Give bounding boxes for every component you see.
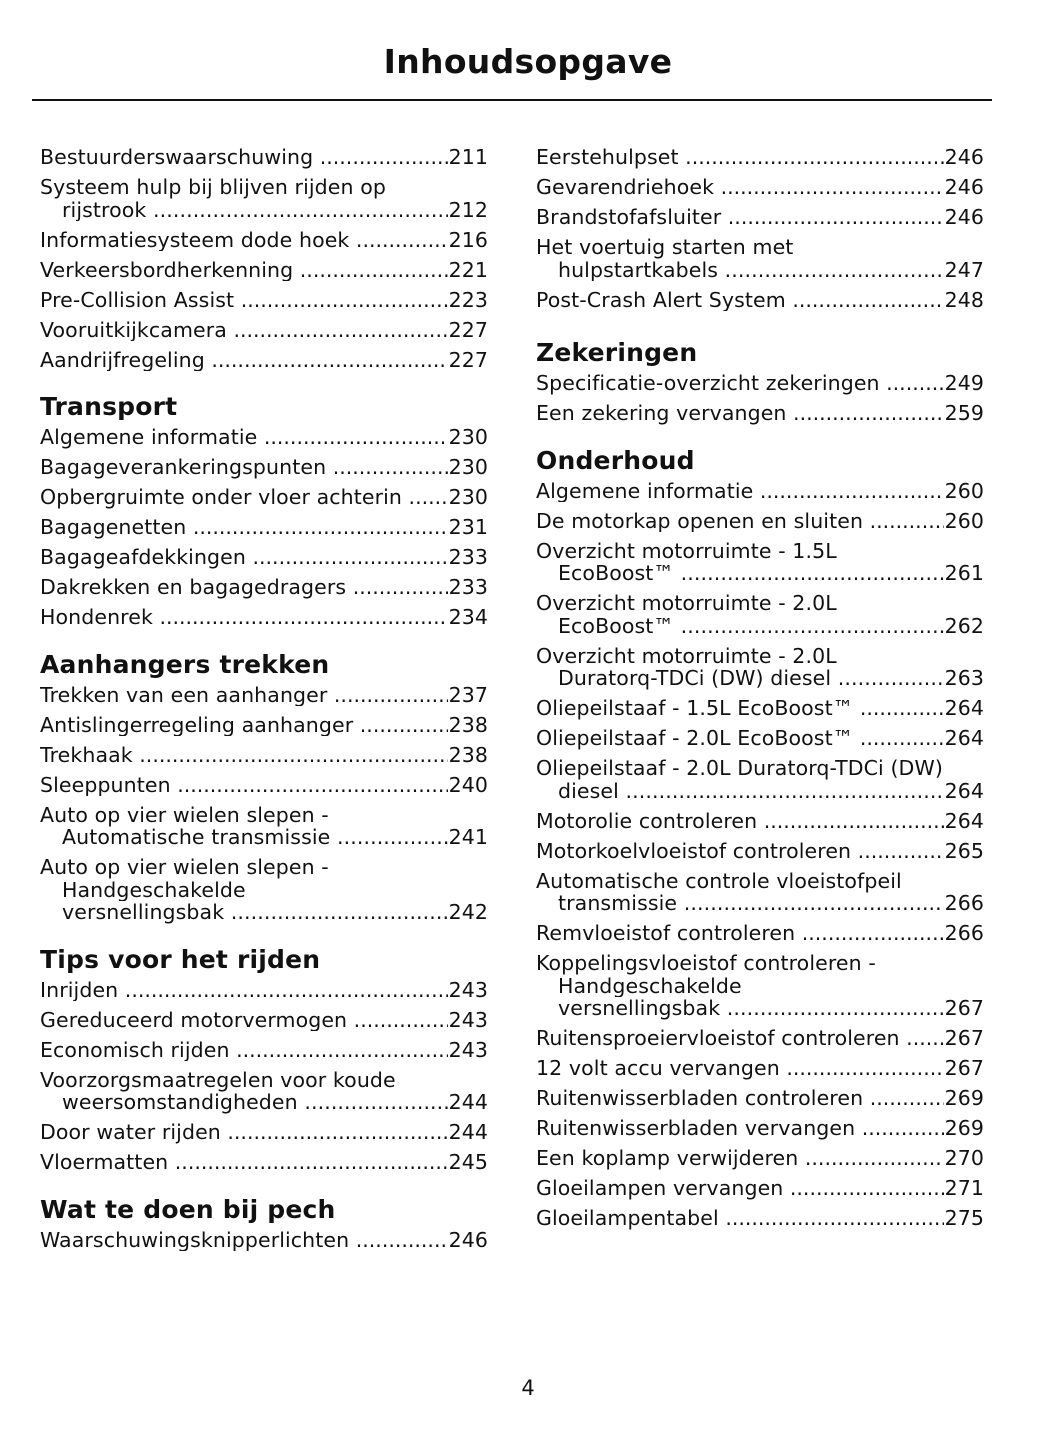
toc-entry-page: 238 [448,712,488,737]
toc-entry-title: Auto op vier wielen slepen - [40,856,329,879]
toc-entry-page: 261 [944,561,984,585]
toc-entry-title: Brandstofafsluiter [536,206,722,229]
toc-entry-title: Bagagenetten [40,516,187,539]
toc-entry-title: Overzicht motorruimte - 2.0L [536,644,837,668]
toc-entry-title: Bagageafdekkingen [40,546,246,569]
toc-column-right [536,146,984,1237]
toc-entry-title: Motorolie controleren [536,809,758,832]
toc-entry-page: 270 [944,1146,984,1170]
toc-entry-title: Handgeschakelde [558,974,742,997]
toc-entry-title: Oliepeilstaaf - 2.0L Duratorq-TDCi (DW) [536,757,943,780]
toc-entry-title: Motorkoelvloeistof controleren [536,839,852,862]
toc-group [536,480,984,1230]
toc-group [40,426,488,629]
toc-entry-page: 237 [448,682,488,707]
toc-entry[interactable] [536,372,984,395]
toc-entry-page: 264 [944,778,984,803]
toc-entry[interactable] [536,1087,984,1110]
section-heading-tips: Tips voor het rijden [40,944,321,974]
toc-entry-page: 247 [944,257,984,282]
toc-entry-title: Door water rijden [40,1121,221,1144]
toc-entry-page: 259 [944,401,984,425]
toc-entry-page: 246 [944,145,984,169]
toc-entry-title: Ruitenwisserbladen vervangen [536,1117,856,1140]
toc-entry[interactable] [536,727,984,750]
toc-entry-page: 240 [448,772,488,797]
toc-entry-title: Verkeersbordherkenning [40,258,294,281]
toc-entry-title: Ruitenwisserbladen controleren [536,1087,864,1110]
toc-entry-title: Handgeschakelde [62,878,246,901]
toc-entry-page: 211 [448,145,488,169]
toc-entry-title: Trekhaak [40,743,133,766]
toc-entry-title: Het voertuig starten met [536,236,794,259]
toc-entry-title: Systeem hulp bij blijven rijden op [40,176,386,199]
toc-entry-title: Vloermatten [40,1151,169,1174]
toc-entry-title: weersomstandigheden ..... [40,1091,448,1114]
toc-entry-title: Een zekering vervangen [536,402,787,425]
toc-entry[interactable] [40,146,488,169]
toc-entry-page: 238 [448,742,488,767]
toc-entry[interactable] [536,289,984,312]
toc-entry-title: Oliepeilstaaf - 1.5L EcoBoost™ [536,697,854,720]
toc-entry-title: Remvloeistof controleren [536,922,796,945]
toc-entry-page: 227 [448,317,488,342]
toc-entry-page: 266 [944,921,984,945]
toc-entry-title: Koppelingsvloeistof controleren - [536,952,876,975]
section-heading-breakdown: Wat te doen bij pech [40,1194,336,1224]
toc-entry-page: 243 [448,1007,488,1032]
toc-entry-title: De motorkap openen en sluiten [536,509,864,532]
toc-entry[interactable] [40,426,488,449]
toc-entry[interactable] [536,176,984,199]
toc-entry-page: 244 [448,1090,488,1114]
toc-entry-page: 271 [944,1176,984,1200]
toc-entry-page: 267 [944,996,984,1020]
toc-entry[interactable] [40,1039,488,1062]
toc-entry-page: 265 [944,838,984,863]
toc-entry-title: Auto op vier wielen slepen - [40,803,329,827]
toc-entry-page: 221 [448,257,488,282]
toc-entry[interactable] [40,486,488,509]
toc-entry-title: EcoBoost™ ..... [536,615,944,638]
title-divider [32,99,992,101]
toc-entry[interactable] [40,1069,488,1114]
toc-entry-title: Gloeilampen vervangen [536,1177,784,1200]
toc-group [40,979,488,1174]
toc-entry-page: 243 [448,977,488,1002]
toc-entry-title: Overzicht motorruimte - 2.0L [536,592,837,615]
toc-entry[interactable] [40,546,488,569]
toc-entry-page: 264 [944,726,984,750]
toc-entry-title: Informatiesysteem dode hoek [40,228,350,251]
toc-entry[interactable] [536,1117,984,1140]
toc-entry-title: Algemene informatie [40,426,258,449]
toc-entry[interactable] [40,176,488,221]
toc-entry[interactable] [40,1229,488,1252]
section-heading-maintenance: Onderhoud [536,445,695,475]
toc-entry-title: Pre-Collision Assist [40,288,235,311]
toc-entry-title: Economisch rijden [40,1038,230,1061]
toc-entry[interactable] [40,1121,488,1144]
toc-entry[interactable] [536,510,984,533]
toc-entry-title: Post-Crash Alert System [536,288,786,311]
toc-group [536,372,984,425]
toc-entry-page: 212 [448,197,488,222]
page-title: Inhoudsopgave [383,42,673,81]
toc-entry[interactable] [536,697,984,720]
toc-entry-page: 269 [944,1116,984,1140]
toc-group [40,684,488,924]
toc-entry-title: Bagageverankeringspunten [40,456,327,479]
toc-entry-title: versnellingsbak ..... [40,901,448,924]
toc-entry[interactable] [536,206,984,229]
toc-entry-title: Sleeppunten [40,773,171,796]
toc-group [536,146,984,311]
toc-entry[interactable] [536,540,984,585]
toc-entry[interactable] [40,714,488,737]
toc-entry[interactable] [40,856,488,924]
toc-entry-page: 262 [944,613,984,638]
toc-entry-page: 216 [448,227,488,252]
toc-entry[interactable] [40,1009,488,1032]
toc-entry[interactable] [536,236,984,281]
toc-entry-title: Vooruitkijkcamera [40,318,227,341]
toc-entry-title: EcoBoost™ ..... [536,562,944,585]
toc-entry[interactable] [40,774,488,797]
toc-entry-title: rijstrook ..... [40,199,448,222]
toc-entry-title: Eerstehulpset [536,146,679,169]
toc-entry[interactable] [40,684,488,707]
toc-entry[interactable] [536,146,984,169]
toc-entry-title: Gereduceerd motorvermogen [40,1008,348,1031]
toc-entry-page: 242 [448,900,488,924]
toc-entry-page: 264 [944,696,984,720]
toc-entry-title: Dakrekken en bagagedragers [40,576,347,599]
toc-entry-page: 245 [448,1150,488,1174]
toc-entry-page: 269 [944,1086,984,1110]
toc-entry-page: 231 [448,515,488,539]
toc-entry-title: Antislingerregeling aanhanger [40,713,354,736]
toc-entry-title: Trekken van een aanhanger [40,683,328,706]
toc-entry[interactable] [40,229,488,252]
toc-group [40,146,488,371]
toc-entry[interactable] [536,952,984,1020]
toc-entry-title: Aandrijfregeling [40,348,205,371]
toc-entry[interactable] [40,744,488,767]
toc-entry-page: 244 [448,1120,488,1144]
toc-entry-title: Automatische transmissie ..... [40,826,448,849]
toc-entry-page: 230 [448,455,488,479]
toc-entry[interactable] [40,979,488,1002]
toc-entry-page: 241 [448,825,488,849]
toc-entry-page: 234 [448,605,488,629]
toc-entry-page: 275 [944,1206,984,1230]
toc-entry-title: Opbergruimte onder vloer achterin [40,486,403,509]
toc-entry-title: Algemene informatie [536,479,754,502]
toc-entry-page: 260 [944,508,984,533]
toc-entry-page: 263 [944,666,984,690]
toc-entry-title: Oliepeilstaaf - 2.0L EcoBoost™ [536,727,854,750]
toc-entry[interactable] [536,1207,984,1230]
toc-entry-title: Automatische controle vloeistofpeil [536,869,902,893]
toc-entry[interactable] [536,757,984,802]
toc-entry-page: 260 [944,478,984,503]
toc-entry[interactable] [40,516,488,539]
toc-entry[interactable] [40,289,488,312]
toc-entry-title: hulpstartkabels ..... [536,259,944,282]
toc-entry-title: Ruitensproeiervloeistof controleren [536,1027,900,1050]
toc-entry-title: transmissie ..... [536,892,944,915]
toc-entry[interactable] [40,319,488,342]
toc-entry-page: 233 [448,575,488,599]
toc-entry-page: 266 [944,891,984,915]
toc-entry-title: Waarschuwingsknipperlichten [40,1228,350,1251]
toc-entry[interactable] [40,456,488,479]
toc-entry-page: 264 [944,808,984,833]
toc-column-left [40,146,488,1259]
section-heading-transport: Transport [40,392,178,421]
toc-entry[interactable] [40,606,488,629]
toc-entry-page: 230 [448,425,488,449]
toc-entry-page: 246 [944,205,984,229]
toc-entry[interactable] [40,1151,488,1174]
toc-entry[interactable] [536,1057,984,1080]
toc-entry-page: 267 [944,1056,984,1080]
toc-entry-title: Hondenrek [40,606,153,629]
toc-entry-title: Bestuurderswaarschuwing [40,146,314,169]
toc-group [40,1229,488,1252]
toc-entry[interactable] [536,645,984,690]
toc-entry-title: diesel ..... [536,780,944,803]
toc-entry-page: 246 [944,175,984,199]
toc-entry-title: Gloeilampentabel [536,1207,719,1230]
toc-entry-page: 249 [944,371,984,395]
toc-entry-page: 267 [944,1026,984,1050]
toc-entry[interactable] [536,592,984,637]
toc-entry[interactable] [536,922,984,945]
toc-entry-title: 12 volt accu vervangen [536,1057,780,1080]
toc-entry-title: versnellingsbak ..... [536,997,944,1020]
toc-entry[interactable] [536,870,984,915]
toc-entry-page: 246 [448,1227,488,1252]
toc-entry[interactable] [536,810,984,833]
toc-entry[interactable] [536,402,984,425]
toc-entry-page: 227 [448,347,488,372]
toc-entry-title: Gevarendriehoek [536,176,715,199]
toc-entry[interactable] [40,259,488,282]
toc-entry-title: Specificatie-overzicht zekeringen [536,372,880,395]
section-heading-fuses: Zekeringen [536,338,698,367]
toc-entry[interactable] [536,1177,984,1200]
toc-entry[interactable] [40,349,488,372]
toc-entry-title: Voorzorgsmaatregelen voor koude [40,1068,396,1092]
section-heading-towing: Aanhangers trekken [40,649,330,679]
toc-entry-title: Een koplamp verwijderen [536,1147,799,1170]
toc-entry-title: Duratorq-TDCi (DW) diesel ..... [536,667,944,690]
toc-entry[interactable] [536,840,984,863]
toc-entry[interactable] [536,1027,984,1050]
toc-entry-page: 230 [448,485,488,509]
toc-entry-title: Overzicht motorruimte - 1.5L [536,539,837,563]
toc-entry[interactable] [40,804,488,849]
toc-entry-page: 243 [448,1037,488,1062]
toc-entry-page: 248 [944,287,984,312]
page-number: 4 [521,1376,535,1400]
toc-entry[interactable] [40,576,488,599]
toc-entry-page: 233 [448,545,488,569]
toc-entry-page: 223 [448,287,488,312]
toc-entry[interactable] [536,480,984,503]
toc-entry[interactable] [536,1147,984,1170]
toc-entry-title: Inrijden [40,978,119,1001]
